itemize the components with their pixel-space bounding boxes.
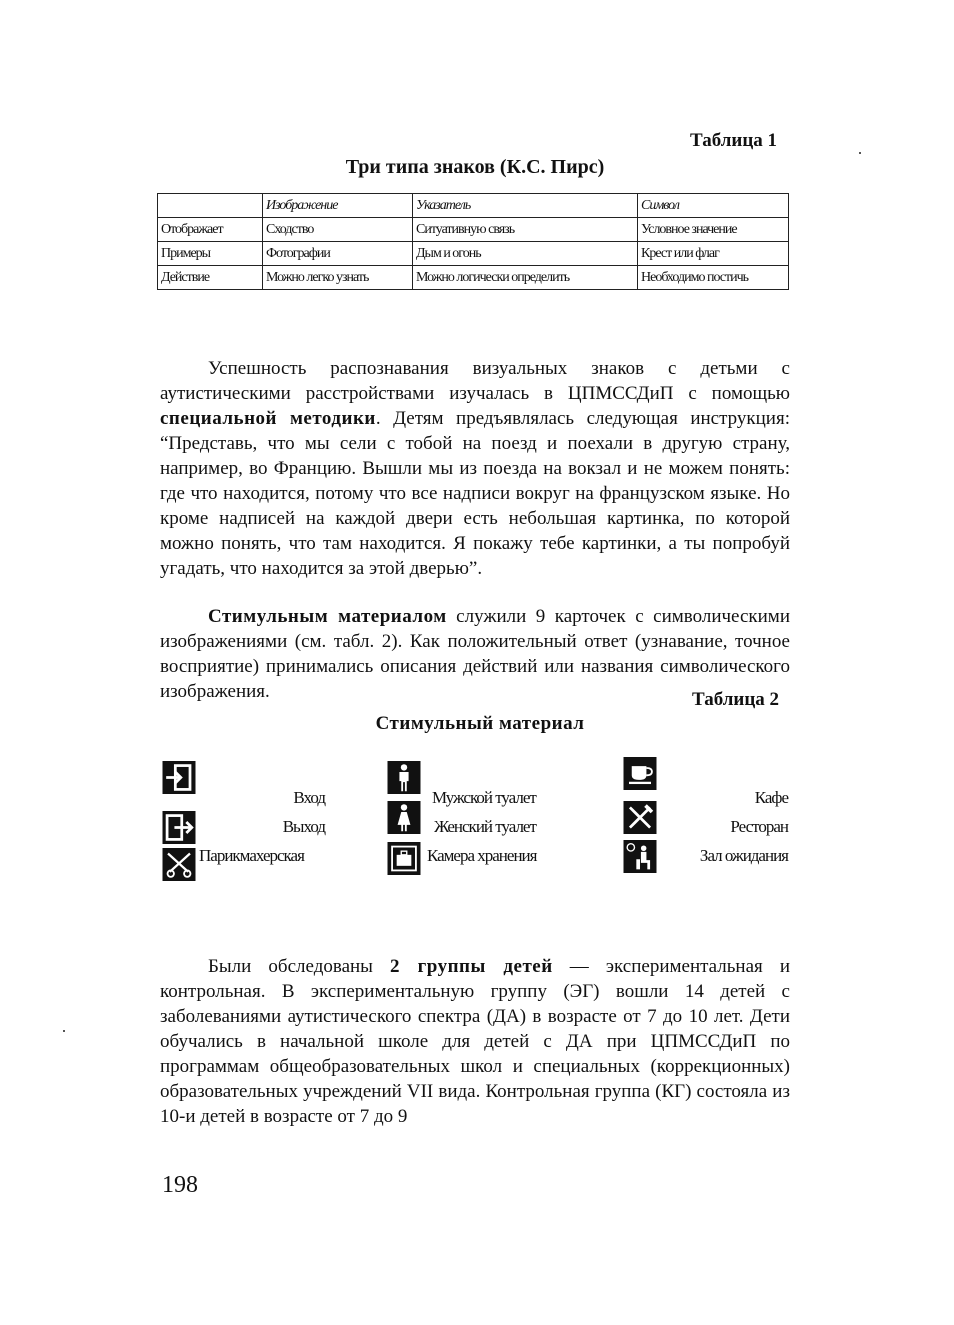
paragraph-text: Были обследованы	[208, 956, 391, 977]
scissors-icon	[161, 848, 197, 881]
page-number: 198	[162, 1172, 198, 1198]
coffee-cup-icon	[622, 757, 658, 790]
table-header-cell	[158, 194, 263, 218]
paragraph-text: . Детям предъявлялась следующая инструкция: “Представь, что мы сели с тобой на поезд и поехали в другую страну, например, во Францию. Вышли мы из поезда на вокзал и не можем понять: где что находится, потому что все надписи вокруг на французском языке. Но кроме надписей на каждой двери есть небольшая картинка, по которой можно понять, что там находится. Я покажу тебе картинки, а ты попробуй угадать, что находится за этой дверью”.	[160, 408, 790, 579]
sign-label-barbershop: Парикмахерская	[199, 846, 304, 865]
table1-title: Три типа знаков (К.С. Пирс)	[345, 156, 605, 178]
table-cell: Ситуативную связь	[413, 218, 638, 242]
bold-term: Стимульным материалом	[208, 606, 447, 627]
table-cell: Условное значение	[638, 218, 789, 242]
paragraph-method	[160, 356, 790, 581]
paragraph-text: служили 9 карточек с символическими изображениями (см. табл. 2). Как положительный ответ (узнавание, точное восприятие) принимались описания действий или названия символического изображения.	[160, 606, 790, 702]
table-cell: Крест или флаг	[638, 242, 789, 266]
sign-label-mens-toilet: Мужской туалет	[432, 788, 536, 807]
table-cell: Дым и огонь	[413, 242, 638, 266]
table-cell: Необходимо постичь	[638, 266, 789, 290]
table-cell: Сходство	[263, 218, 413, 242]
entrance-icon	[161, 761, 197, 794]
sign-label-luggage-room: Камера хранения	[427, 846, 537, 865]
table2-title: Стимульный материал	[375, 713, 585, 734]
bold-term: специальной методики	[160, 408, 376, 429]
paragraph-text: — экспериментальная и контрольная. В экспериментальную группу (ЭГ) вошли 14 детей с заболеваниями аутистического спектра (ДА) в возрасте от 7 до 10 лет. Дети обучались в начальной школе для детей с ДА при ЦПМССДиП по программам общеобразовательных школ и специальных (коррекционных) образовательных учреждений VII вида. Контрольная группа (КГ) состояла из 10-и детей в возрасте от 7 до 9	[160, 956, 791, 1127]
sign-label-waiting-room: Зал ожидания	[699, 846, 788, 865]
table-row	[158, 218, 789, 242]
sign-label-womens-toilet: Женский туалет	[434, 817, 536, 836]
scan-speck	[859, 152, 861, 154]
paragraph-groups	[160, 954, 790, 1129]
scan-speck	[63, 1030, 65, 1032]
table-header-cell: Изображение	[263, 194, 413, 218]
table2-label: Таблица 2	[692, 689, 780, 710]
woman-icon	[386, 801, 422, 834]
table-row	[158, 266, 789, 290]
fork-knife-icon	[622, 801, 658, 834]
table-header-cell: Указатель	[413, 194, 638, 218]
table-cell: Действие	[158, 266, 263, 290]
luggage-icon	[386, 842, 422, 875]
paragraph-text: Успешность распознавания визуальных знаков с детьми с аутистическими расстройствами изучалась в ЦПМССДиП с помощью	[160, 358, 790, 404]
sign-label-entrance: Вход	[293, 788, 325, 807]
sign-label-exit: Выход	[282, 817, 325, 836]
exit-icon	[161, 811, 197, 844]
table-cell: Примеры	[158, 242, 263, 266]
sign-label-cafe: Кафе	[754, 788, 788, 807]
table-cell: Фотографии	[263, 242, 413, 266]
sign-types-table	[157, 193, 789, 290]
table-cell: Можно легко узнать	[263, 266, 413, 290]
table-row	[158, 242, 789, 266]
table1-label: Таблица 1	[690, 130, 778, 151]
table-header-row	[158, 194, 789, 218]
sign-label-restaurant: Ресторан	[730, 817, 788, 836]
man-icon	[386, 761, 422, 794]
table-cell: Можно логически определить	[413, 266, 638, 290]
waiting-room-icon	[622, 840, 658, 873]
table-header-cell: Символ	[638, 194, 789, 218]
bold-term: 2 группы детей	[390, 956, 553, 977]
table-cell: Отображает	[158, 218, 263, 242]
